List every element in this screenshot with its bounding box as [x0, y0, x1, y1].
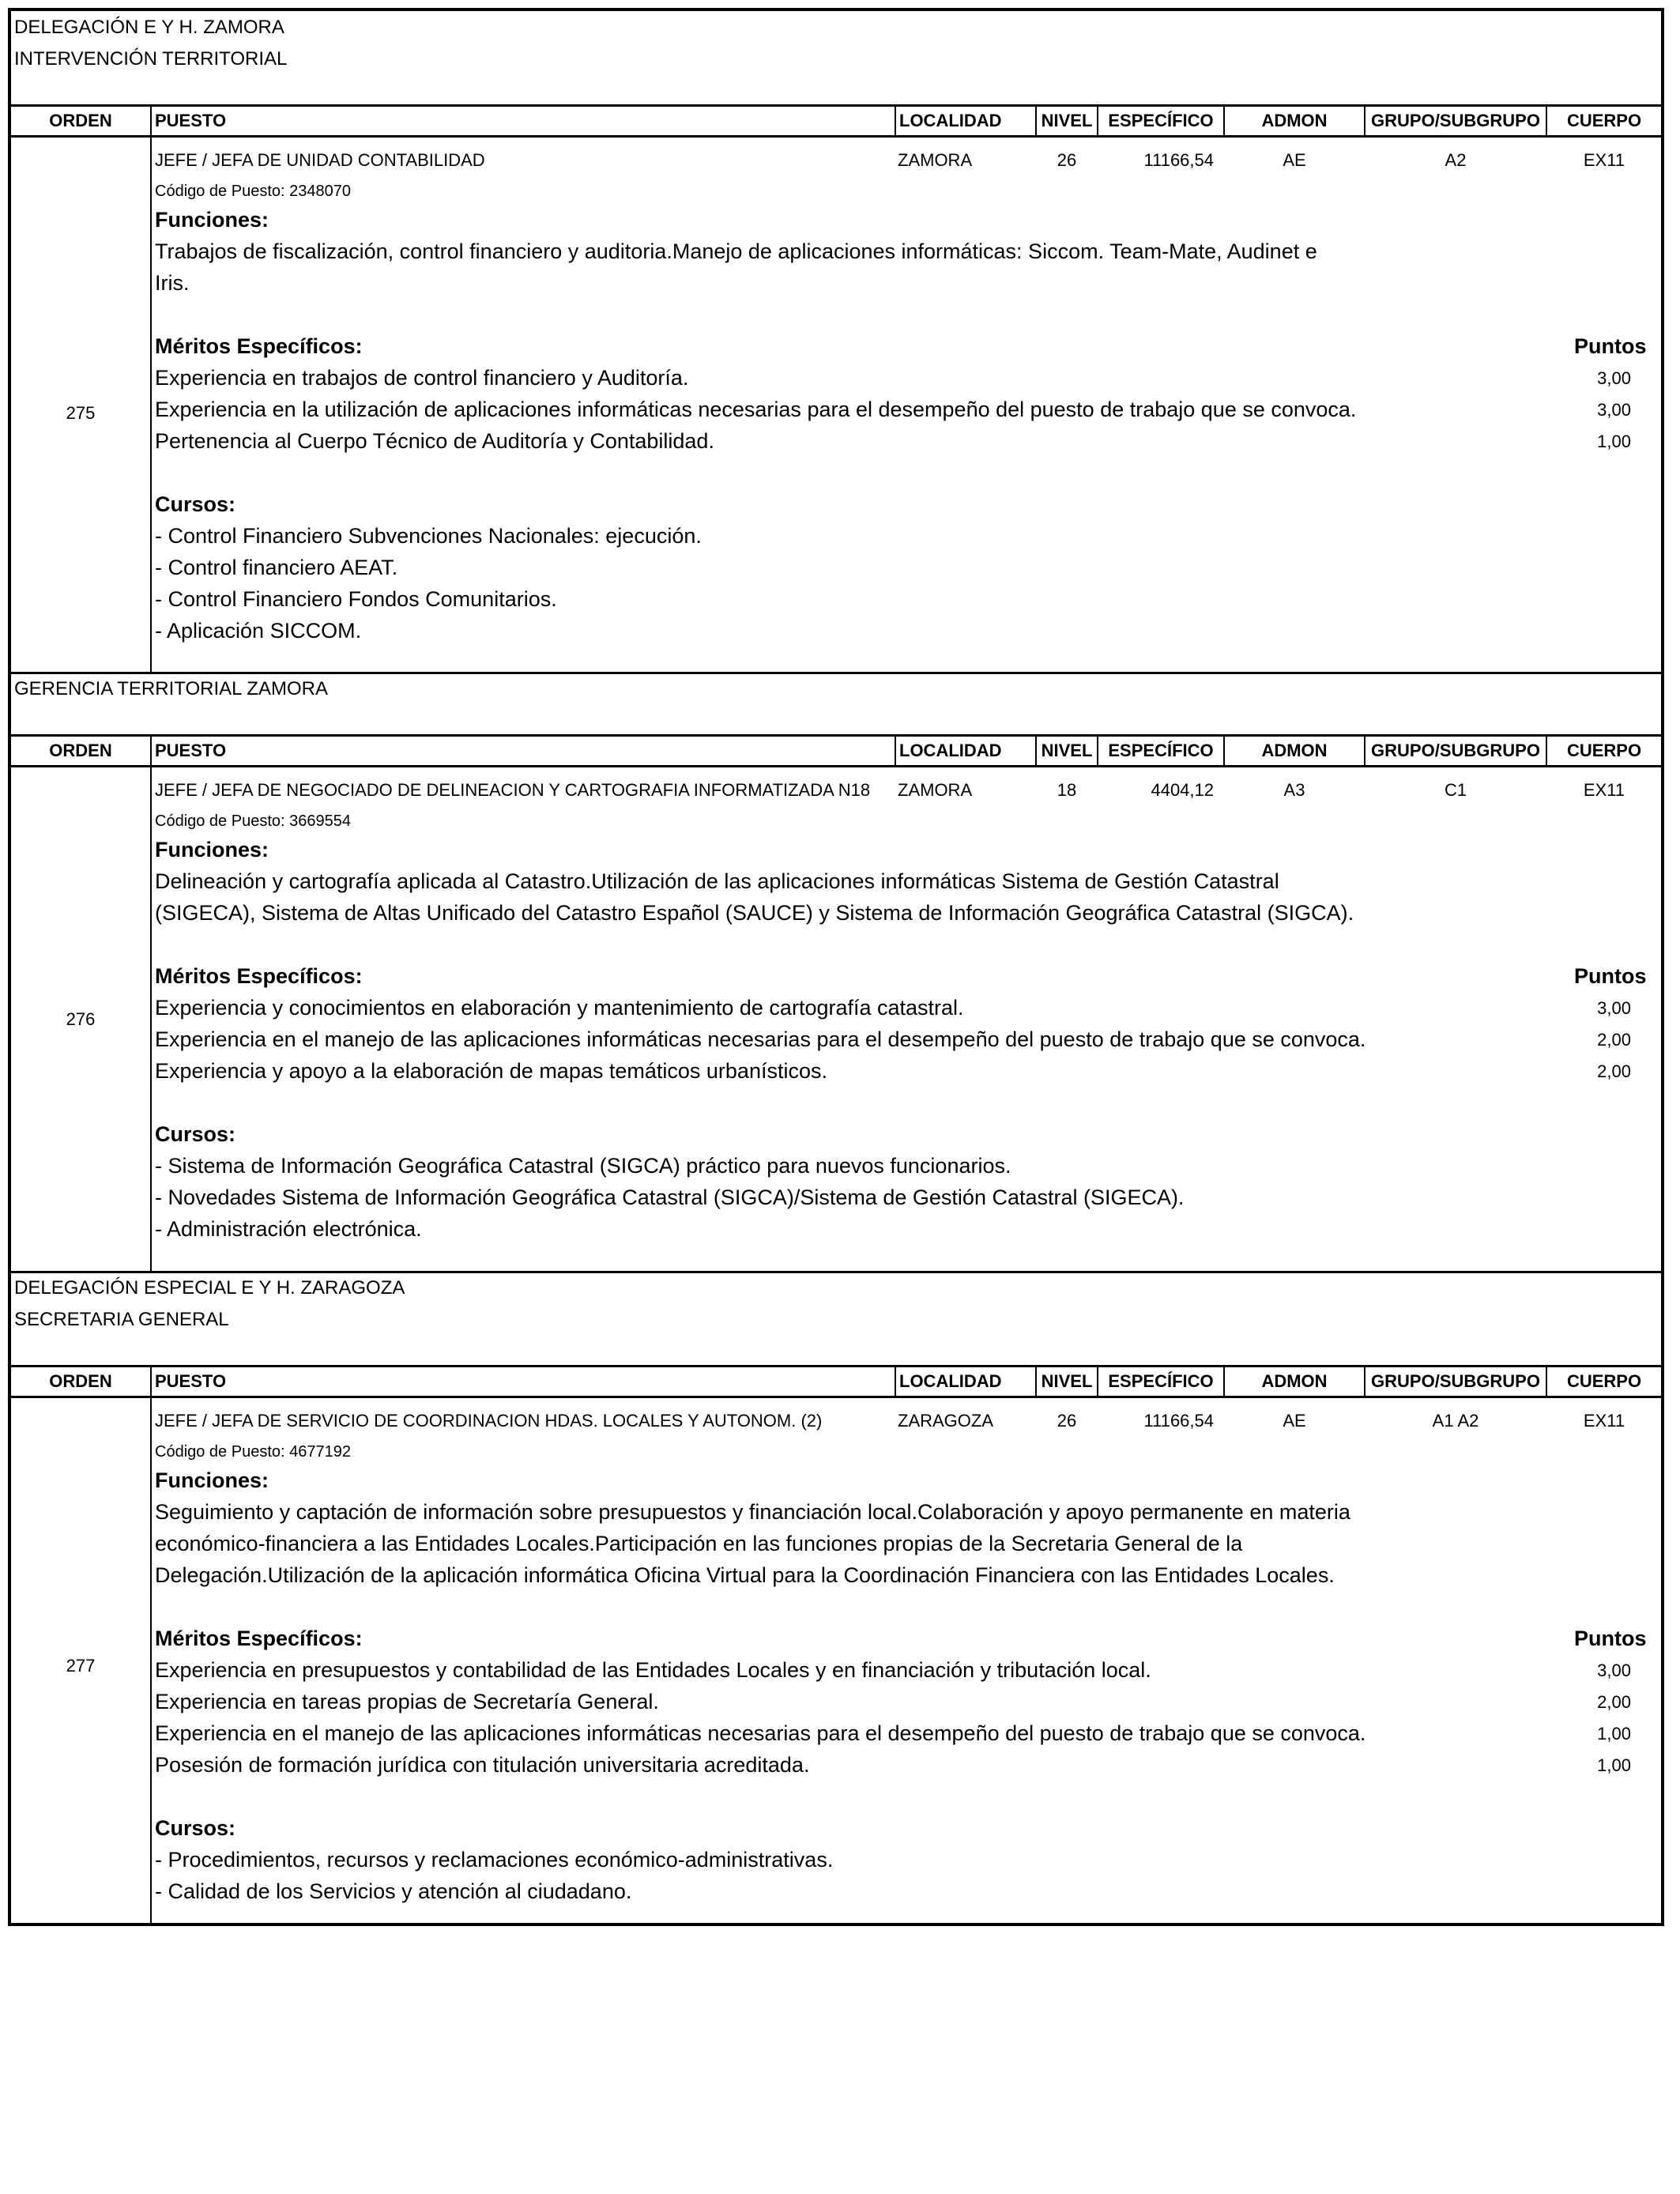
col-puesto: PUESTO — [155, 1371, 227, 1391]
meritos-label: Méritos Específicos: — [155, 334, 363, 358]
merito-text: Posesión de formación jurídica con titulación universitaria acreditada. — [155, 1753, 810, 1777]
col-orden: ORDEN — [49, 1371, 112, 1391]
curso-item: - Administración electrónica. — [155, 1217, 422, 1241]
curso-item: - Control Financiero Subvenciones Nacionales: ejecución. — [155, 524, 702, 548]
nivel-value: 26 — [1057, 150, 1077, 170]
curso-item: - Procedimientos, recursos y reclamaciones económico-administrativas. — [155, 1848, 834, 1872]
cuerpo-value: EX11 — [1583, 780, 1625, 800]
column-header-row — [11, 104, 1661, 138]
codigo-puesto: Código de Puesto: 2348070 — [155, 183, 351, 200]
grupo-value: A2 — [1445, 150, 1467, 170]
curso-item: - Calidad de los Servicios y atención al ciudadano. — [155, 1879, 632, 1903]
orden-value: 276 — [66, 1009, 96, 1029]
merito-text: Experiencia en trabajos de control financiero y Auditoría. — [155, 366, 689, 390]
funciones-line: Delineación y cartografía aplicada al Catastro.Utilización de las aplicaciones informáticas Sistema de Gestión Catastral — [155, 869, 1279, 893]
merito-text: Experiencia en la utilización de aplicaciones informáticas necesarias para el desempeño del puesto de trabajo que se convoca. — [155, 398, 1357, 421]
merito-puntos: 1,00 — [1597, 1755, 1631, 1775]
col-cuerpo: CUERPO — [1566, 1371, 1642, 1391]
col-puesto: PUESTO — [155, 741, 227, 760]
merito-puntos: 3,00 — [1597, 1661, 1631, 1680]
orden-value: 275 — [66, 403, 96, 423]
meritos-label: Méritos Específicos: — [155, 1627, 363, 1650]
merito-text: Pertenencia al Cuerpo Técnico de Auditoría y Contabilidad. — [155, 429, 714, 453]
funciones-line: Iris. — [155, 271, 190, 295]
merito-text: Experiencia y conocimientos en elaboración y mantenimiento de cartografía catastral. — [155, 996, 964, 1020]
cursos-label: Cursos: — [155, 1122, 236, 1146]
column-header-row — [11, 734, 1661, 767]
curso-item: - Aplicación SICCOM. — [155, 619, 362, 643]
localidad-value: ZAMORA — [898, 150, 973, 170]
funciones-label: Funciones: — [155, 208, 269, 232]
funciones-line: (SIGECA), Sistema de Altas Unificado del Catastro Español (SAUCE) y Sistema de Información Geográfica Catastral (SIGCA). — [155, 901, 1354, 925]
puntos-label: Puntos — [1574, 334, 1647, 358]
merito-text: Experiencia y apoyo a la elaboración de mapas temáticos urbanísticos. — [155, 1059, 827, 1083]
grupo-value: C1 — [1444, 780, 1467, 800]
col-puesto: PUESTO — [155, 111, 227, 130]
position-body — [11, 138, 1661, 672]
col-localidad: LOCALIDAD — [899, 741, 1002, 760]
funciones-line: Trabajos de fiscalización, control financiero y auditoria.Manejo de aplicaciones informáticas: Siccom. Team-Mate, Audinet e — [155, 239, 1317, 263]
column-header-row — [11, 1365, 1661, 1398]
admon-value: A3 — [1283, 780, 1305, 800]
section-277 — [11, 1271, 1661, 1923]
col-grupo: GRUPO/SUBGRUPO — [1371, 741, 1540, 760]
col-cuerpo: CUERPO — [1566, 111, 1642, 130]
localidad-value: ZARAGOZA — [898, 1411, 994, 1431]
puesto-value: JEFE / JEFA DE UNIDAD CONTABILIDAD — [155, 150, 485, 170]
merito-puntos: 2,00 — [1597, 1061, 1631, 1081]
cursos-label: Cursos: — [155, 492, 236, 516]
merito-puntos: 3,00 — [1597, 998, 1631, 1018]
document-table — [8, 8, 1664, 1926]
col-orden: ORDEN — [49, 111, 112, 130]
especifico-value: 11166,54 — [1143, 150, 1214, 170]
col-admon: ADMON — [1261, 1371, 1328, 1391]
position-body — [11, 1398, 1661, 1925]
admon-value: AE — [1283, 1411, 1306, 1431]
col-especifico: ESPECÍFICO — [1108, 111, 1214, 130]
especifico-value: 4404,12 — [1151, 780, 1214, 800]
merito-puntos: 1,00 — [1597, 432, 1631, 451]
col-localidad: LOCALIDAD — [899, 111, 1002, 130]
org-line-2: INTERVENCIÓN TERRITORIAL — [14, 48, 288, 70]
col-especifico: ESPECÍFICO — [1108, 741, 1214, 760]
meritos-label: Méritos Específicos: — [155, 964, 363, 988]
curso-item: - Control financiero AEAT. — [155, 556, 398, 579]
merito-puntos: 3,00 — [1597, 368, 1631, 388]
funciones-line: Seguimiento y captación de información sobre presupuestos y financiación local.Colaboración y apoyo permanente en materia — [155, 1500, 1350, 1524]
col-localidad: LOCALIDAD — [899, 1371, 1002, 1391]
col-especifico: ESPECÍFICO — [1108, 1371, 1214, 1391]
nivel-value: 26 — [1057, 1411, 1077, 1431]
curso-item: - Sistema de Información Geográfica Catastral (SIGCA) práctico para nuevos funcionarios. — [155, 1154, 1011, 1178]
org-line-1: DELEGACIÓN E Y H. ZAMORA — [14, 17, 284, 38]
org-line-2: SECRETARIA GENERAL — [14, 1309, 229, 1330]
merito-text: Experiencia en el manejo de las aplicaciones informáticas necesarias para el desempeño del puesto de trabajo que se convoca. — [155, 1721, 1366, 1745]
col-admon: ADMON — [1261, 111, 1328, 130]
puesto-value: JEFE / JEFA DE NEGOCIADO DE DELINEACION Y CARTOGRAFIA INFORMATIZADA N18 — [155, 780, 871, 800]
col-admon: ADMON — [1261, 741, 1328, 760]
merito-puntos: 3,00 — [1597, 400, 1631, 420]
puesto-value: JEFE / JEFA DE SERVICIO DE COORDINACION HDAS. LOCALES Y AUTONOM. (2) — [155, 1411, 823, 1431]
org-line-1: GERENCIA TERRITORIAL ZAMORA — [14, 678, 328, 699]
col-nivel: NIVEL — [1041, 1371, 1093, 1391]
especifico-value: 11166,54 — [1143, 1411, 1214, 1431]
cuerpo-value: EX11 — [1583, 1411, 1625, 1431]
section-275 — [11, 11, 1661, 672]
curso-item: - Control Financiero Fondos Comunitarios. — [155, 587, 557, 611]
merito-text: Experiencia en el manejo de las aplicaciones informáticas necesarias para el desempeño del puesto de trabajo que se convoca. — [155, 1027, 1366, 1051]
grupo-value: A1 A2 — [1432, 1411, 1479, 1431]
section-276 — [11, 672, 1661, 1271]
codigo-puesto: Código de Puesto: 3669554 — [155, 812, 351, 830]
cursos-label: Cursos: — [155, 1816, 236, 1840]
localidad-value: ZAMORA — [898, 780, 973, 800]
col-nivel: NIVEL — [1041, 111, 1093, 130]
merito-puntos: 2,00 — [1597, 1692, 1631, 1712]
curso-item: - Novedades Sistema de Información Geográfica Catastral (SIGCA)/Sistema de Gestión Catastral (SIGECA). — [155, 1186, 1185, 1209]
admon-value: AE — [1283, 150, 1306, 170]
position-body — [11, 767, 1661, 1271]
codigo-puesto: Código de Puesto: 4677192 — [155, 1443, 351, 1461]
funciones-line: Delegación.Utilización de la aplicación informática Oficina Virtual para la Coordinación Financiera con las Entidades Locales. — [155, 1563, 1335, 1587]
funciones-label: Funciones: — [155, 1468, 269, 1492]
col-cuerpo: CUERPO — [1566, 741, 1642, 760]
col-orden: ORDEN — [49, 741, 112, 760]
org-line-1: DELEGACIÓN ESPECIAL E Y H. ZARAGOZA — [14, 1277, 405, 1299]
col-nivel: NIVEL — [1041, 741, 1093, 760]
funciones-line: económico-financiera a las Entidades Locales.Participación en las funciones propias de la Secretaria General de la — [155, 1532, 1243, 1555]
merito-puntos: 2,00 — [1597, 1030, 1631, 1050]
orden-value: 277 — [66, 1656, 96, 1676]
merito-text: Experiencia en tareas propias de Secretaría General. — [155, 1690, 659, 1713]
cuerpo-value: EX11 — [1583, 150, 1625, 170]
merito-puntos: 1,00 — [1597, 1724, 1631, 1744]
puntos-label: Puntos — [1574, 964, 1647, 988]
col-grupo: GRUPO/SUBGRUPO — [1371, 111, 1540, 130]
merito-text: Experiencia en presupuestos y contabilidad de las Entidades Locales y en financiación y tributación local. — [155, 1658, 1151, 1682]
nivel-value: 18 — [1057, 780, 1077, 800]
funciones-label: Funciones: — [155, 838, 269, 861]
col-grupo: GRUPO/SUBGRUPO — [1371, 1371, 1540, 1391]
puntos-label: Puntos — [1574, 1627, 1647, 1650]
